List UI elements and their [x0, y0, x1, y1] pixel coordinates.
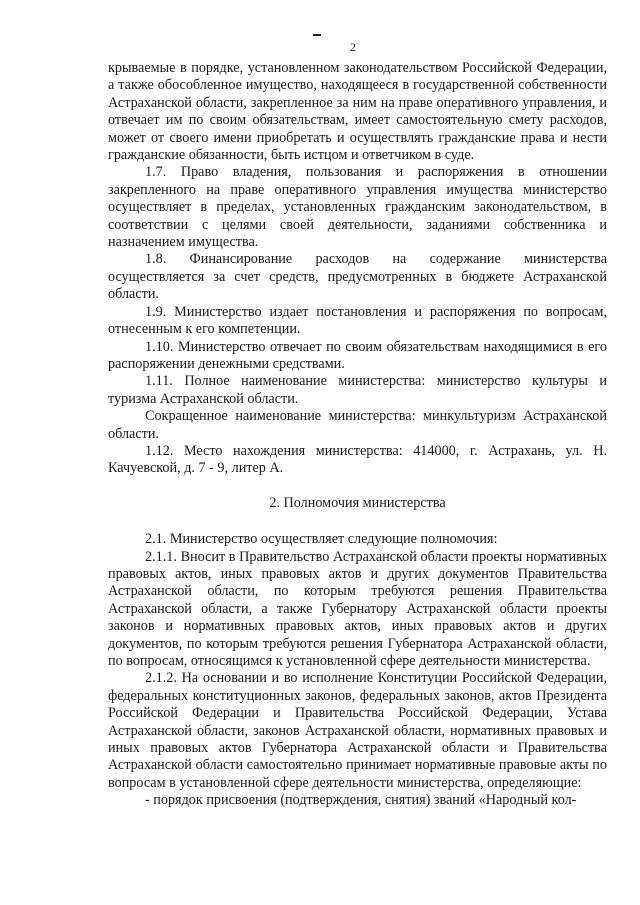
paragraph-2-1-1: 2.1.1. Вносит в Правительство Астраханской области проекты нормативных правовых актов, иных правовых актов и других документов Правительства Астраханской области, по которым требуются решения Правительства Астраханской области, а также Губернатору Астраханской области проекты законов и нормативных правовых актов, иных правовых актов и других документов, по которым требуются решения Губернатора Астраханской области, по вопросам, относящимся к установленной сфере деятельности министерства.: [108, 548, 607, 669]
document-body: [108, 60, 607, 810]
paragraph-1-9: 1.9. Министерство издает постановления и распоряжения по вопросам, отнесенным к его компетенции.: [108, 303, 607, 338]
paragraph-1-11: 1.11. Полное наименование министерства: министерство культуры и туризма Астраханской области.: [108, 373, 607, 407]
scan-mark: [313, 34, 321, 36]
section-heading: 2. Полномочия министерства: [269, 494, 446, 511]
list-item: - порядок присвоения (подтверждения, снятия) званий «Народный кол-: [145, 792, 577, 809]
paragraph-1-10: 1.10. Министерство отвечает по своим обязательствам находящимися в его распоряжении денежными средствами.: [108, 338, 607, 372]
paragraph-1-12: 1.12. Место нахождения министерства: 414000, г. Астрахань, ул. Н. Качуевской, д. 7 - 9, литер А.: [108, 442, 607, 477]
paragraph-2-1-2: 2.1.2. На основании и во исполнение Конституции Российской Федерации, федеральных конституционных законов, федеральных законов, актов Президента Российской Федерации и Правительства Российской Федерации, Устава Астраханской области, законов Астраханской области, нормативных правовых и иных правовых актов Губернатора Астраханской области и Правительства Астраханской области самостоятельно принимает нормативные правовые акты по вопросам в установленной сфере деятельности министерства, определяющие:: [108, 670, 607, 791]
paragraph-short-name: Сокращенное наименование министерства: минкультуризм Астраханской области.: [108, 408, 607, 442]
paragraph-1-7: 1.7. Право владения, пользования и распоряжения в отношении закрепленного на праве оперативного управления имущества министерство осуществляет в пределах, установленных гражданским законодательством, в соответствии с целями своей деятельности, заданиями собственника и назначением имущества.: [108, 164, 607, 251]
paragraph-continuation: крываемые в порядке, установленном законодательством Российской Федерации, а также обособленное имущество, находящееся в государственной собственности Астраханской области, закрепленное за ним на праве оперативного управления, и отвечает им по своим обязательствам, имеет самостоятельную смету расходов, может от своего имени приобретать и осуществлять гражданские права и нести гражданские обязанности, быть истцом и ответчиком в суде.: [108, 60, 607, 164]
page-number: 2: [350, 40, 356, 54]
paragraph-2-1: 2.1. Министерство осуществляет следующие полномочия:: [145, 531, 498, 548]
paragraph-1-8: 1.8. Финансирование расходов на содержание министерства осуществляется за счет средств, предусмотренных в бюджете Астраханской области.: [108, 251, 607, 303]
